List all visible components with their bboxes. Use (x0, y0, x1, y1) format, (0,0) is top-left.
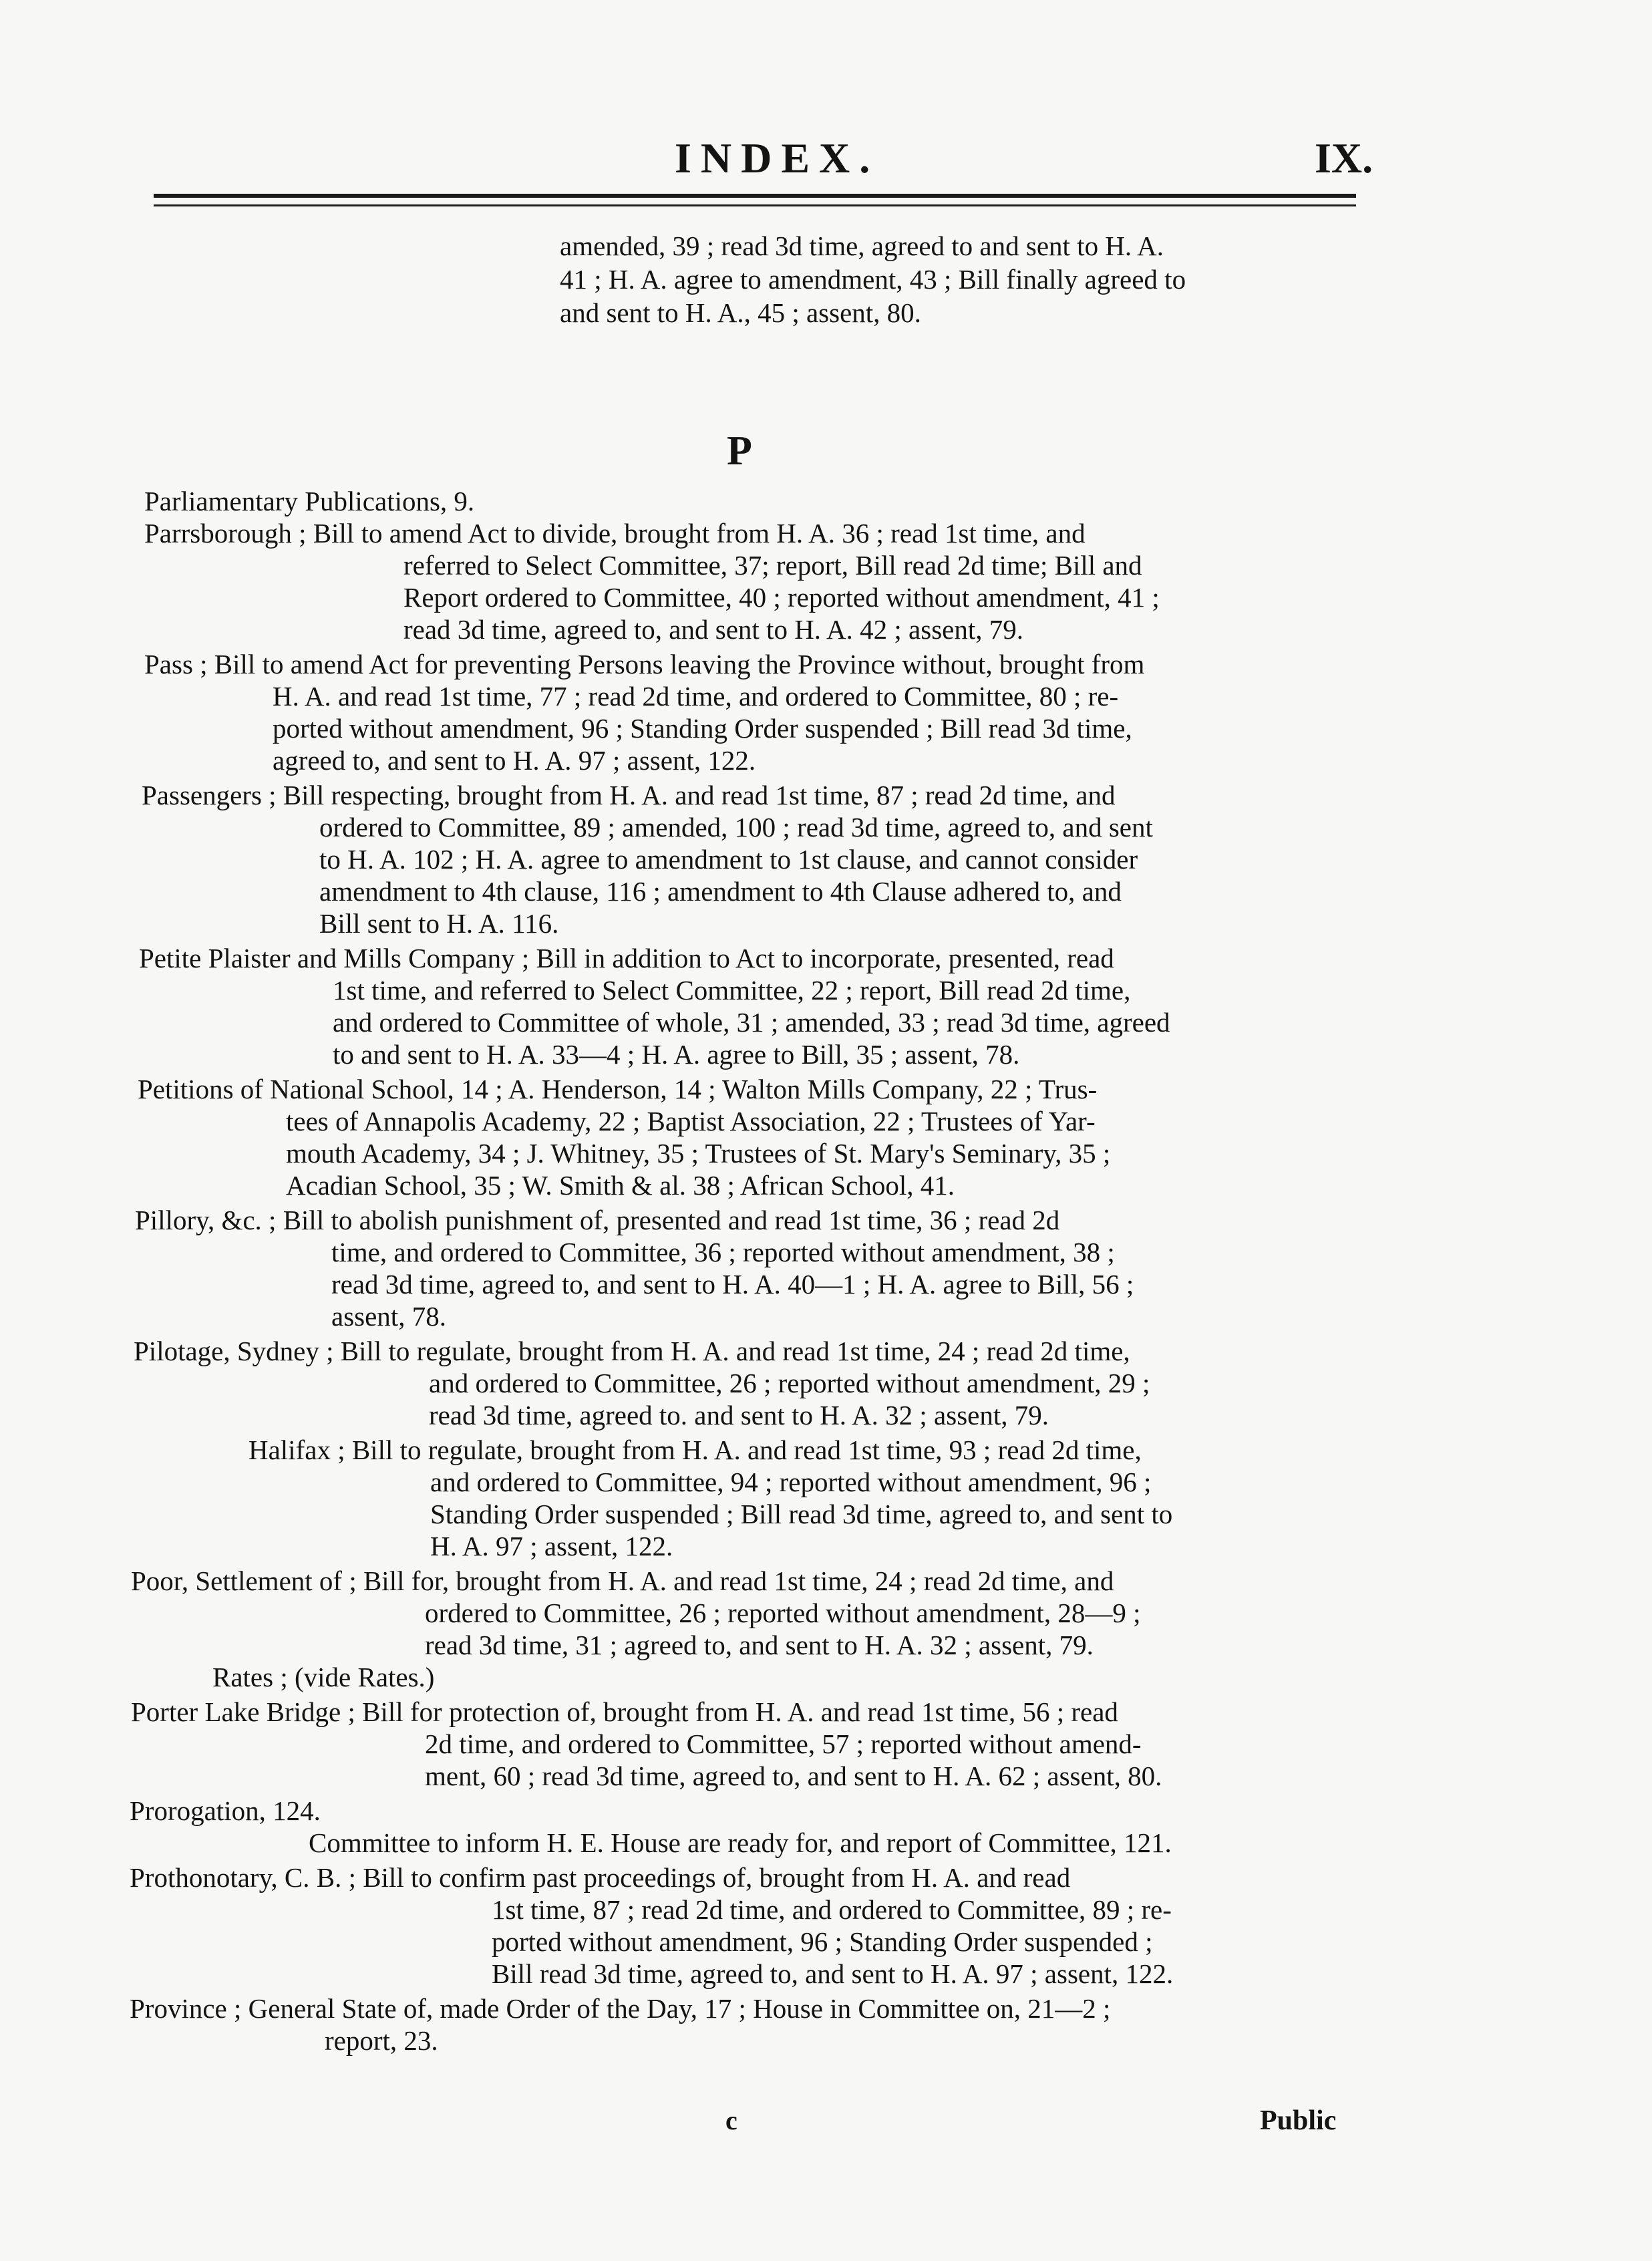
index-entry-line: Bill sent to H. A. 116. (319, 908, 559, 939)
index-entry-line: Petitions of National School, 14 ; A. Henderson, 14 ; Walton Mills Company, 22 ; Trus- (138, 1074, 1098, 1104)
section-letter: P (727, 428, 752, 474)
index-entry-line: read 3d time, 31 ; agreed to, and sent to H. A. 32 ; assent, 79. (425, 1630, 1094, 1660)
index-entry-line: H. A. and read 1st time, 77 ; read 2d time, and ordered to Committee, 80 ; re- (273, 681, 1119, 712)
continuation-line: 41 ; H. A. agree to amendment, 43 ; Bill finally agreed to (560, 264, 1186, 295)
signature-mark: c (725, 2105, 737, 2135)
page-number: IX. (1315, 134, 1373, 182)
index-entry-line: H. A. 97 ; assent, 122. (430, 1531, 673, 1561)
continuation-line: amended, 39 ; read 3d time, agreed to and sent to H. A. (560, 231, 1164, 261)
index-entry-line: ported without amendment, 96 ; Standing Order suspended ; (492, 1926, 1153, 1957)
index-entry-line: and ordered to Committee, 94 ; reported without amendment, 96 ; (430, 1467, 1152, 1497)
index-entry-line: to and sent to H. A. 33—4 ; H. A. agree to Bill, 35 ; assent, 78. (333, 1039, 1020, 1070)
index-entry-line: Pillory, &c. ; Bill to abolish punishment of, presented and read 1st time, 36 ; read 2d (135, 1205, 1060, 1235)
index-entry-line: ordered to Committee, 26 ; reported without amendment, 28—9 ; (425, 1598, 1141, 1628)
index-entry-line: and ordered to Committee, 26 ; reported without amendment, 29 ; (429, 1368, 1150, 1398)
index-entry-line: Standing Order suspended ; Bill read 3d time, agreed to, and sent to (430, 1499, 1173, 1529)
index-entry-line: Prorogation, 124. (130, 1795, 321, 1826)
index-entry-line: Province ; General State of, made Order of the Day, 17 ; House in Committee on, 21—2 ; (130, 1993, 1111, 2024)
index-entry-line: ment, 60 ; read 3d time, agreed to, and sent to H. A. 62 ; assent, 80. (425, 1761, 1162, 1791)
index-entry-line: referred to Select Committee, 37; report, Bill read 2d time; Bill and (403, 550, 1142, 581)
index-entry-line: read 3d time, agreed to, and sent to H. A. 40—1 ; H. A. agree to Bill, 56 ; (331, 1269, 1134, 1300)
index-entry-line: to H. A. 102 ; H. A. agree to amendment to 1st clause, and cannot consider (319, 844, 1138, 875)
index-entry-line: Poor, Settlement of ; Bill for, brought from H. A. and read 1st time, 24 ; read 2d time, and (131, 1565, 1114, 1596)
index-entry-line: Petite Plaister and Mills Company ; Bill in addition to Act to incorporate, presented, read (139, 943, 1114, 973)
index-entry-line: tees of Annapolis Academy, 22 ; Baptist Association, 22 ; Trustees of Yar- (286, 1106, 1096, 1137)
index-entry-line: amendment to 4th clause, 116 ; amendment to 4th Clause adhered to, and (319, 876, 1122, 907)
index-entry-line: and ordered to Committee of whole, 31 ; amended, 33 ; read 3d time, agreed (333, 1007, 1170, 1038)
index-entry-line: Prothonotary, C. B. ; Bill to confirm past proceedings of, brought from H. A. and read (130, 1862, 1071, 1893)
index-entry-line: mouth Academy, 34 ; J. Whitney, 35 ; Trustees of St. Mary's Seminary, 35 ; (286, 1138, 1111, 1169)
index-entry-line: Acadian School, 35 ; W. Smith & al. 38 ; African School, 41. (286, 1170, 955, 1201)
index-entry-line: read 3d time, agreed to, and sent to H. A. 42 ; assent, 79. (403, 614, 1023, 645)
index-entry-line: Report ordered to Committee, 40 ; reported without amendment, 41 ; (403, 582, 1160, 613)
index-entry-line: 2d time, and ordered to Committee, 57 ; reported without amend- (425, 1728, 1142, 1759)
index-entry-line: Bill read 3d time, agreed to, and sent to H. A. 97 ; assent, 122. (492, 1958, 1174, 1989)
index-entry-line: Parrsborough ; Bill to amend Act to divide, brought from H. A. 36 ; read 1st time, and (144, 518, 1086, 549)
index-entry-line: Rates ; (vide Rates.) (212, 1662, 435, 1692)
header-rule (154, 194, 1356, 198)
index-entry-line: 1st time, and referred to Select Committee, 22 ; report, Bill read 2d time, (333, 975, 1131, 1006)
index-entry-line: Porter Lake Bridge ; Bill for protection of, brought from H. A. and read 1st time, 56 ; read (131, 1696, 1118, 1727)
index-entry-line: ordered to Committee, 89 ; amended, 100 ; read 3d time, agreed to, and sent (319, 812, 1153, 843)
index-entry-line: Passengers ; Bill respecting, brought from H. A. and read 1st time, 87 ; read 2d time, and (142, 780, 1116, 810)
index-entry-line: agreed to, and sent to H. A. 97 ; assent, 122. (273, 745, 756, 776)
running-title: INDEX. (675, 134, 880, 182)
index-entry-line: Halifax ; Bill to regulate, brought from H. A. and read 1st time, 93 ; read 2d time, (249, 1435, 1142, 1465)
index-entry-line: Pilotage, Sydney ; Bill to regulate, brought from H. A. and read 1st time, 24 ; read 2d time, (134, 1336, 1130, 1366)
catchword: Public (1260, 2105, 1337, 2136)
index-entry-line: read 3d time, agreed to. and sent to H. A. 32 ; assent, 79. (429, 1400, 1049, 1430)
index-entry-line: Pass ; Bill to amend Act for preventing Persons leaving the Province without, brought from (144, 649, 1145, 680)
index-entry-line: ported without amendment, 96 ; Standing Order suspended ; Bill read 3d time, (273, 713, 1132, 744)
index-entry-line: report, 23. (325, 2025, 438, 2056)
continuation-line: and sent to H. A., 45 ; assent, 80. (560, 297, 921, 328)
index-entry-line: Parliamentary Publications, 9. (144, 486, 475, 516)
index-entry-line: assent, 78. (331, 1301, 446, 1332)
header-rule-thin (154, 204, 1356, 206)
index-entry-line: 1st time, 87 ; read 2d time, and ordered to Committee, 89 ; re- (492, 1894, 1172, 1925)
index-entry-line: time, and ordered to Committee, 36 ; reported without amendment, 38 ; (331, 1237, 1115, 1267)
index-entry-line: Committee to inform H. E. House are ready for, and report of Committee, 121. (309, 1827, 1172, 1858)
